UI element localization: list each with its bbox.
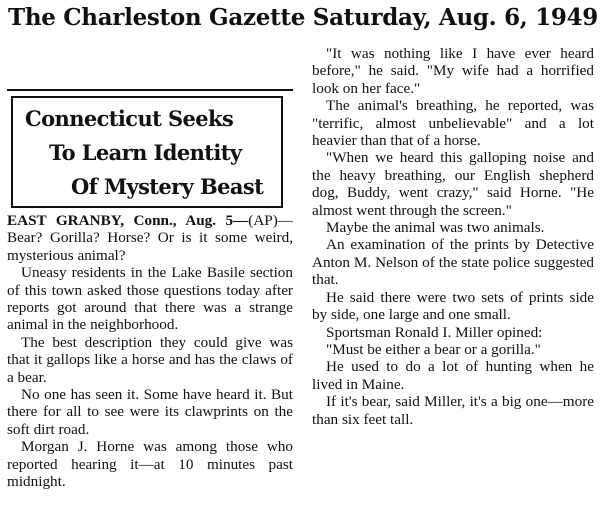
headline-line-3: Of Mystery Beast [71, 174, 264, 199]
headline-top-rule [7, 89, 293, 91]
article-paragraph: "It was nothing like I have ever heard before," he said. "My wife had a horrified look on her face." [312, 45, 594, 97]
article-paragraph: The animal's breathing, he reported, was "terrific, almost unbelievable" and a lot heavier than that of a horse. [312, 97, 594, 150]
headline-box [11, 96, 283, 208]
article-right-column [312, 45, 594, 428]
article-paragraph: Morgan J. Horne was among those who reported hearing it—at 10 minutes past midnight. [7, 438, 293, 491]
article-paragraph [7, 212, 293, 264]
article-paragraph: Sportsman Ronald I. Miller opined: [326, 323, 543, 341]
article-paragraph: If it's bear, said Miller, it's a big one—more than six feet tall. [312, 393, 594, 428]
article-paragraph: Uneasy residents in the Lake Basile section of this town asked those questions today after reports got around that there was a strange animal in the neighborhood. [7, 264, 293, 334]
article-paragraph: He said there were two sets of prints side by side, one large and one small. [312, 288, 594, 324]
article-paragraph: An examination of the prints by Detective Anton M. Nelson of the state police suggested that. [312, 236, 594, 289]
masthead: The Charleston Gazette Saturday, Aug. 6, 1949 [8, 4, 599, 31]
article-paragraph: Maybe the animal was two animals. [326, 219, 545, 237]
dateline: EAST GRANBY, Conn., Aug. 5— [7, 212, 249, 229]
article-paragraph: "Must be either a bear or a gorilla." [326, 340, 541, 358]
article-paragraph: "When we heard this galloping noise and the heavy breathing, our English shepherd dog, Buddy, went crazy," said Horne. "He almost went through the screen." [312, 149, 594, 219]
article-paragraph: He used to do a lot of hunting when he lived in Maine. [312, 358, 594, 393]
article-paragraph: No one has seen it. Some have heard it. But there for all to see were its clawprints on the soft dirt road. [7, 386, 293, 438]
lead-text: (AP)—Bear? Gorilla? Horse? Or is it some weird, mysterious animal? [7, 212, 293, 264]
headline-line-2: To Learn Identity [49, 140, 242, 165]
headline-line-1: Connecticut Seeks [25, 106, 234, 131]
article-left-column [7, 212, 293, 491]
article-paragraph: The best description they could give was that it gallops like a horse and has the claws of a bear. [7, 333, 293, 386]
